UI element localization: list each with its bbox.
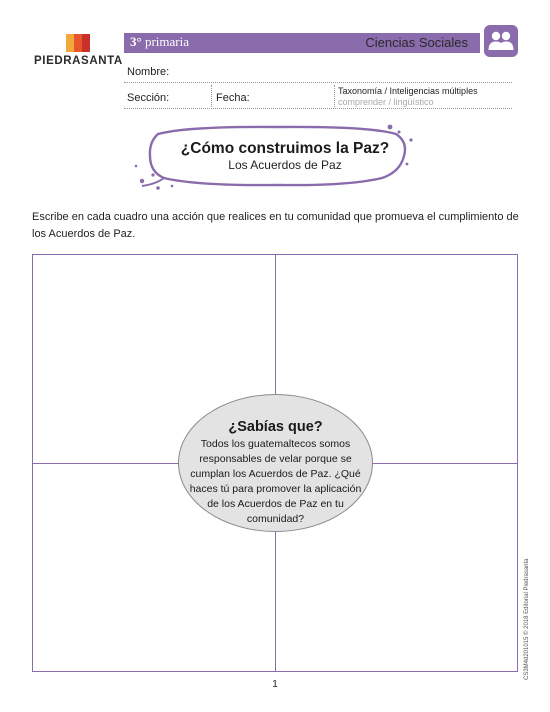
page-number: 1 [272, 679, 278, 690]
grade-number: 3° [130, 34, 142, 49]
divider [211, 85, 212, 107]
instruction-text: Escribe en cada cuadro una acción que realices en tu comunidad que promueva el cumplimiento de los Acuerdos de Paz. [32, 211, 519, 240]
copyright-code: CS3M4d201015 © 2018 Editorial Piedrasanta [524, 558, 530, 680]
divider [334, 85, 335, 107]
page-subtitle: Los Acuerdos de Paz [228, 158, 342, 172]
subject-label: Ciencias Sociales [365, 35, 468, 50]
name-label: Nombre: [127, 66, 170, 78]
taxonomy-value: comprender / lingüístico [338, 97, 434, 107]
section-line [124, 108, 512, 109]
callout-text: Todos los guatemaltecos somos responsables de velar porque se cumplan los Acuerdos de Paz. ¿Qué haces tú para promover la aplicación de los Acuerdos de Paz en tu comunidad? [189, 438, 362, 525]
date-label: Fecha: [216, 92, 250, 104]
taxonomy-label: Taxonomía / Inteligencias múltiples [338, 86, 478, 96]
logo-text: PIEDRASANTA [34, 55, 123, 67]
users-icon [484, 25, 518, 57]
grade-label [130, 34, 189, 50]
section-label: Sección: [127, 92, 170, 104]
logo-icon [66, 34, 92, 52]
name-line [124, 82, 512, 83]
grade-level: primaria [141, 34, 189, 49]
callout-title: ¿Sabías que? [228, 419, 323, 435]
page-title: ¿Cómo construimos la Paz? [180, 140, 390, 157]
